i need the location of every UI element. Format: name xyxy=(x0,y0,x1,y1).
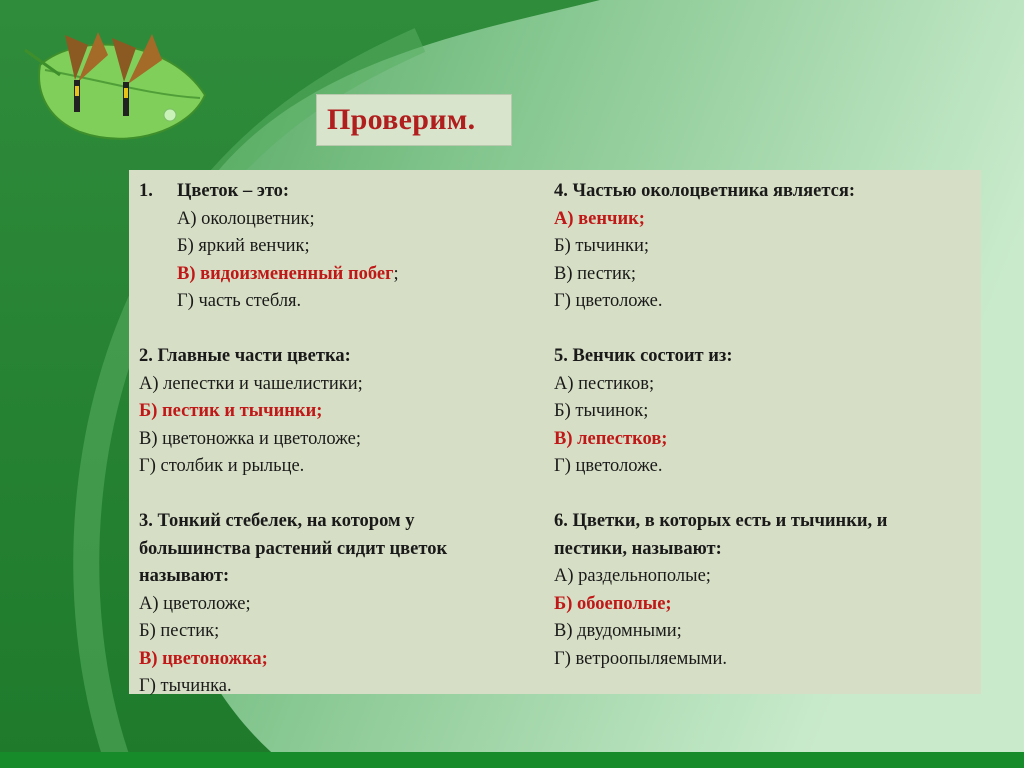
question-2-text: 2. Главные части цветка: xyxy=(139,346,351,366)
question-6-option-d: Г) ветроопыляемыми. xyxy=(554,648,728,669)
question-1 xyxy=(139,178,544,316)
question-1-option-c xyxy=(139,261,544,289)
question-2 xyxy=(139,343,544,481)
butterflies-on-leaf-icon xyxy=(20,20,220,150)
question-6-option-a: А) раздельнополые; xyxy=(554,566,711,586)
question-3-text-line-2: большинства растений сидит цветок xyxy=(139,538,448,559)
question-2-option-a: А) лепестки и чашелистики; xyxy=(139,373,363,394)
question-1-correct-answer: В) видоизмененный побег xyxy=(177,263,394,284)
question-4-text: 4. Частью околоцветника является: xyxy=(554,181,856,201)
question-4-correct-answer: А) венчик; xyxy=(554,208,645,229)
question-2-correct-answer: Б) пестик и тычинки; xyxy=(139,401,323,421)
question-4-option-c: В) пестик; xyxy=(554,263,637,284)
question-1-option-b: Б) яркий венчик; xyxy=(177,236,310,256)
question-6-text-line-1: 6. Цветки, в которых есть и тычинки, и xyxy=(554,511,888,531)
question-6-correct-answer: Б) обоеполые; xyxy=(554,593,672,614)
question-6-text-line-2: пестики, называют: xyxy=(554,538,722,559)
question-5-option-d: Г) цветоложе. xyxy=(554,456,663,476)
question-4-option-b: Б) тычинки; xyxy=(554,236,650,256)
question-4-option-d: Г) цветоложе. xyxy=(554,291,663,311)
question-5-option-a: А) пестиков; xyxy=(554,373,655,394)
question-3-option-a: А) цветоложе; xyxy=(139,593,251,614)
quiz-column-left xyxy=(129,170,544,694)
question-3-correct-answer: В) цветоножка; xyxy=(139,648,268,669)
question-3-option-b: Б) пестик; xyxy=(139,621,220,641)
question-1-number: 1. xyxy=(139,181,153,201)
question-2-option-d: Г) столбик и рыльце. xyxy=(139,456,305,476)
question-1-option-a: А) околоцветник; xyxy=(177,208,315,229)
question-5 xyxy=(554,343,981,481)
question-1-title xyxy=(139,178,544,206)
question-3-text-line-3: называют: xyxy=(139,566,230,586)
question-6 xyxy=(554,508,981,673)
question-5-correct-answer: В) лепестков; xyxy=(554,428,668,449)
question-1-text: Цветок – это: xyxy=(177,181,290,201)
question-3-option-d: Г) тычинка. xyxy=(139,676,232,696)
title-box xyxy=(316,94,512,146)
slide-title: Проверим. xyxy=(327,103,476,136)
question-2-option-c: В) цветоножка и цветоложе; xyxy=(139,428,361,449)
question-6-option-c: В) двудомными; xyxy=(554,621,682,641)
question-5-text: 5. Венчик состоит из: xyxy=(554,346,733,366)
question-3 xyxy=(139,508,544,701)
question-1-option-d: Г) часть стебля. xyxy=(177,291,302,311)
question-5-option-b: Б) тычинок; xyxy=(554,401,649,421)
quiz-column-right xyxy=(544,170,981,694)
question-1-option-c-suffix: ; xyxy=(393,263,399,284)
question-4 xyxy=(554,178,981,316)
question-3-text-line-1: 3. Тонкий стебелек, на котором у xyxy=(139,511,415,531)
quiz-panel xyxy=(129,170,981,694)
